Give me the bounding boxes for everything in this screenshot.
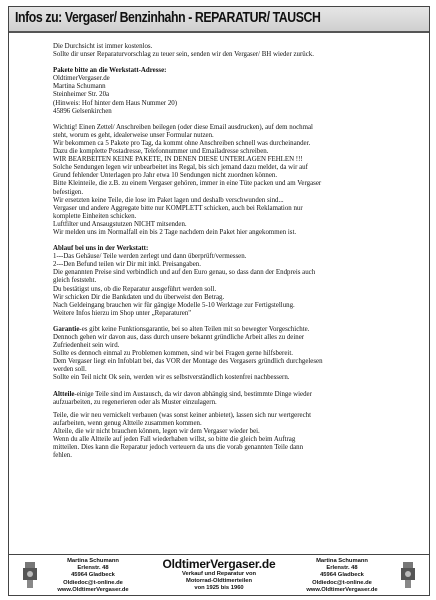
title-bar <box>9 7 429 33</box>
garantie-line: Zufriedenheit sein wird. <box>53 342 120 350</box>
note-line: komplette Einheiten schicken. <box>53 212 137 220</box>
altteile-line: Teile, die wir neu vernickelt verbauen (was sonst keiner anbietet), lassen sich nur wertgerecht <box>53 411 312 419</box>
address-line: OldtimerVergaser.de <box>53 75 110 83</box>
note-line: Dazu die komplette Postadresse, Telefonnummer und Emailadresse schreiben. <box>53 148 269 156</box>
footer <box>9 554 429 596</box>
garantie-heading: Garantie <box>53 325 80 333</box>
brand-line: Motorrad-Oldtimerteilen <box>185 578 253 584</box>
footer-left-line: Oldiedoc@t-online.de <box>63 579 123 586</box>
page-title: Infos zu: Vergaser/ Benzinhahn - REPARATUR/ TAUSCH <box>15 9 321 26</box>
note-line: steht, worum es geht, idealerweise unser Formular nutzen. <box>53 131 214 139</box>
workflow-line: Wir schicken Dir die Bankdaten und du überweist den Betrag. <box>53 293 225 301</box>
garantie-text: -es gibt keine Funktionsgarantie, bei so alten Teilen mit so bewegter Vorgeschichte. <box>79 325 310 333</box>
brand-line: Verkauf und Reparatur von <box>181 571 257 577</box>
document-page <box>8 6 430 596</box>
note-line: Wir ersetzten keine Teile, die lose im Paket lagen und deshalb verschwunden sind... <box>53 196 284 204</box>
garantie-line: Sollte ein Teil nicht Ok sein, werden wir es selbstverständlich kostenfrei nachbessern. <box>53 374 290 382</box>
workflow-line: Die genannten Preise sind verbindlich und auf den Euro genau, so dass dann der Endpreis auch <box>53 269 316 277</box>
note-line: Wichtig! Einen Zettel/ Anschreiben beilegen (oder diese Email ausdrucken), auf dem nochmal <box>53 123 313 131</box>
address-line: Martina Schumann <box>53 83 106 91</box>
altteile-line: Wenn du alle Altteile auf jeden Fall wiederhaben willst, so bitte die gleich beim Auftrag <box>53 436 296 444</box>
workflow-line: 1---Das Gehäuse/ Teile werden zerlegt und dann überprüft/vermessen. <box>53 253 247 261</box>
footer-brand <box>146 558 292 592</box>
footer-left-line: Erlenstr. 48 <box>77 565 109 572</box>
footer-contact-right <box>293 558 391 594</box>
note-line: Solche Sendungen legen wir unbearbeitet ins Regal, bis sich jemand dazu meldet, da wir auf <box>53 164 308 172</box>
workflow-line: 2---Den Befund teilen wir Dir mit inkl. Preisangaben. <box>53 261 201 269</box>
garantie-line: Dennoch gehen wir davon aus, dass durch unsere bekannt gründliche Arbeit alles zu deiner <box>53 334 305 341</box>
workflow-line: Du bestätigst uns, ob die Reparatur ausgeführt werden soll. <box>53 285 217 293</box>
note-line: Grund fehlender Unterlagen pro Jahr etwa 10 Sendungen nicht zuordnen können. <box>53 172 278 180</box>
altteile-line: aufarbeiten, wenn genug Altteile zusammen kommen. <box>53 419 202 427</box>
brand-line: von 1925 bis 1960 <box>194 585 244 591</box>
workflow-line: Nach Geldeingang brauchen wir für gängige Modelle 5-10 Werktage zur Fertigstellung. <box>53 301 295 309</box>
workflow-line: Weitere Infos hierzu im Shop unter „Reparaturen" <box>53 309 192 317</box>
footer-right-line: Erlenstr. 48 <box>326 565 358 572</box>
altteile-text: -einige Teile sind im Austausch, da wir davon abhängig sind, bestimmte Dinge wieder <box>74 390 312 398</box>
altteile-line: aufzuarbeiten, zu regenerieren oder als Muster einzulagern. <box>53 398 217 406</box>
footer-contact-left <box>45 558 141 594</box>
address-line: 45896 Gelsenkirchen <box>53 107 112 115</box>
footer-left-line: Martina Schumann <box>67 558 119 564</box>
note-line: Wir melden uns im Normalfall ein bis 2 Tage nachdem dein Paket hier angekommen ist. <box>53 228 297 236</box>
altteile-heading: Altteile <box>53 390 75 398</box>
note-line: Bitte Kleinteile, die z.B. zu einem Vergaser gehören, immer in eine Tüte packen und am Vergaser <box>53 180 322 188</box>
address-heading: Pakete bitte an die Werkstatt-Adresse: <box>53 67 167 75</box>
garantie-line: Sollte es dennoch einmal zu Problemen kommen, sind wir bei Fragen gerne hilfsbereit. <box>53 350 293 358</box>
address-line: (Hinweis: Hof hinter dem Haus Nummer 20) <box>53 99 178 107</box>
note-line: Wir bekommen ca 5 Pakete pro Tag, da kommt ohne Anschreiben schnell was durcheinander. <box>53 139 311 147</box>
footer-right-line: www.OldtimerVergaser.de <box>306 586 378 593</box>
footer-right-line: Martina Schumann <box>316 558 368 564</box>
address-line: Steinheimer Str. 20a <box>53 91 110 99</box>
garantie-line: Dem Vergaser liegt ein Infoblatt bei, das VOR der Montage des Vergasers gründlich durchgelesen <box>53 358 323 366</box>
carburetor-icon <box>19 560 41 590</box>
intro-line: Die Durchsicht ist immer kostenlos. <box>53 43 153 50</box>
carburetor-icon <box>397 560 419 590</box>
note-line: Vergaser und andere Aggregate bitte nur KOMPLETT schicken, auch bei Reklamation nur <box>53 204 303 212</box>
altteile-line: fehlen. <box>53 452 72 460</box>
workflow-line: gleich feststeht. <box>53 277 97 285</box>
garantie-first-line <box>53 326 425 334</box>
intro-line: Sollte dir unser Reparaturvorschlag zu teuer sein, senden wir den Vergaser/ BH wieder zurück. <box>53 51 314 59</box>
note-line: befestigen. <box>53 188 84 196</box>
altteile-line: Alteile, die wir nicht brauchen können, legen wir dem Vergaser wieder bei. <box>53 427 260 435</box>
altteile-first-line <box>53 391 425 399</box>
document-body <box>53 43 425 460</box>
note-line: Luftfilter und Ansaugstutzen NICHT mitsenden. <box>53 220 187 228</box>
workflow-heading: Ablauf bei uns in der Werkstatt: <box>53 245 149 253</box>
footer-right-line: Oldiedoc@t-online.de <box>312 579 372 586</box>
footer-right-line: 45964 Gladbeck <box>320 572 364 579</box>
brand-name: OldtimerVergaser.de <box>162 557 276 571</box>
footer-left-line: www.OldtimerVergaser.de <box>57 586 129 593</box>
garantie-line: werden soll. <box>53 366 87 374</box>
note-line: WIR BEARBEITEN KEINE PAKETE, IN DENEN DIESE UNTERLAGEN FEHLEN !!! <box>53 156 303 164</box>
altteile-line: mitteilen. Dies kann die Reparatur jedoch verteuern da uns die vorab genannten Teile dann <box>53 444 304 452</box>
footer-left-line: 45964 Gladbeck <box>71 572 115 579</box>
